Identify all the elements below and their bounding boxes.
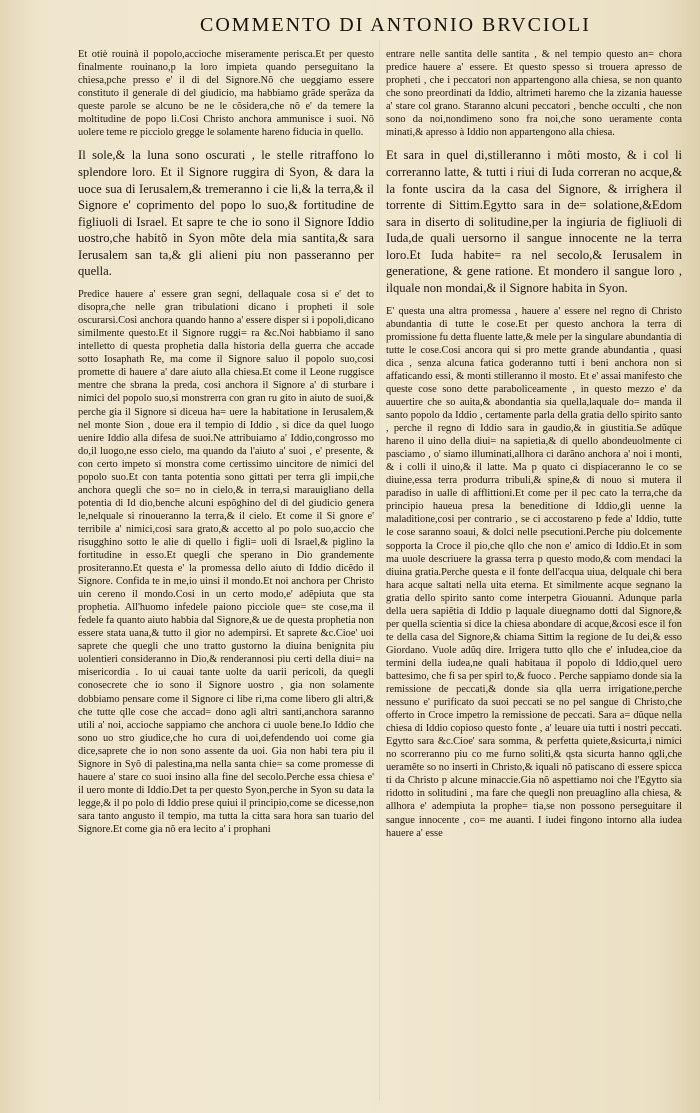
commentary-paragraph: entrare nelle santita delle santita , & nel tempio questo an= chora predice hauere a' essere. Et questo spesso si trouera apresso de propheti , che i peccatori non appartengono alla chiesa, se non quanto che sono preordinati da Iddio, altrimeti haremo che la zizania hauesse a' stare col grano. Staranno alcuni peccatori , benche occulti , che non sono da noi,nondimeno sono fra noi,che sono ueramente conta minati,& apresso à Iddio non appartengono alla chiesa.	[386, 49, 682, 139]
commentary-paragraph: Predice hauere a' essere gran segni, dellaquale cosa si e' det to disopra,che nelle gran tribulationi dicano i propheti il sole oscurarsi.Cosi anchora quando hanno a' essere disper si i popoli,dicano similmente questo.Et il Signore ruggi= ra &c.Noi habbiamo il sano intelletto di questa prophetia dalla historia della guerra che accade sotto Iosaphath Re, ma come il Signore saluo il popolo suo,cosi promette di hauere a' dare aiuto alla chiesa.Et come il Leone ruggisce mentre che sbrana la preda, cosi anchora il Signore a' di sturbare i nimici del popolo suo,si monstrerra con gran ru gito in aiuto de suoi,& perche gia il Signore si diceua ha= uere la habitatione in Ierusalem,& nel monte Sion , doue era il tempio di Iddio , si dice da quel luogo uenire Iddio alla difesa de suoi.Ne attribuiamo a' Iddio,congrosso mo do,il luogo,ne esso cielo, ma quando da l'aiuto a' suoi , e' presente, & con certo impeto si monstra come certissimo uincitore de nimici del popolo suo.Et con tanta potentia sono gittati per terra gli impii,che anchora quegli che so= no in cielo,& in terra,si marauigliano della potentia di Id dio,benche alcuni espõghino del di del giudicio genera le,nelquale si rinoueranno la terra,& il cielo. Et come il Si gnore e' terribile a' nimici,cosi sara grato,& accetto al po polo suo,accio che risugghino sotto le alie di quello i figli= uoli di Israel,& piglino la fortitudine in esso.Et quegli che sperano in Dio grandemente prositeranno.Et questa e' la promessa dello aiuto di Iddio dicẽdo il Signore. Confida te in me,io uinsi il mondo.Et noi anchora per Christo uin cereno il mondo.Cosi in un certo modo,e' adẽpiuta que sta prophetia. All'huomo infedele paiono picciole que= ste cose,ma il fedele fa quanto aiuto habbia dal Signore,& ue de questa prophetia non essere stata uana,& tutto il gior no adempirsi. Et saprete &c.Cioe' uoi saprete che quegli che uno tratto gustorno la diuina benignita piu uolentieri consideranno in Dio,& renderannosi piu certi della diui= na misericordia . Io ui cauai tante uolte da uarii pericoli, da quegli conosecrete che io sono il Signore uostro , gia non solamente dobbiamo pensare come il Signore ci libe ri,ma come libero gli altri,& che tutte qlle cose che accad= dono agli altri santi,anchora saranno utili a' noi, accioche sappiamo che anchora ci uuole bene.Io Iddio che sono uo stro giudice,che ho cura di uoi,defendendo uoi come gia dice,saprete che io non sono assente da uoi. Gia non habi tera piu il Signore in Syõ di palestina,ma nella santa chie= sa come promesse di hauere a' stare co suoi insino alla fine del secolo.Perche essa chiesa e' il uero monte di Iddio.Det ta per questo Syon,perche in Syon su data la legge,& il po polo di Iddio prese quiui il principio,come se dicesse,non sara tanto angusto il tempio, ma tutta la citta sara hora san tuario del Signore.Et come gia nõ era lecito a' i prophani	[78, 289, 374, 835]
commentary-paragraph: E' questa una altra promessa , hauere a' essere nel regno di Christo abundantia di tutte le cose.Et per questo anchora la terra di promissione fu detta fluente latte,& mele per la singulare abundantia di tutte le cose.Cosi ancora qui si pro mette grande abundantia , quasi dica , senza alcuna fatica goderanno tutti i beni anchora non si affaticando essi, & monti stilleranno il mosto. Et e' assai manifesto che queste cose sono dette paraboliceamente , in questo mezzo e' da auuertire che so auita,& abondantia sia quella,laquale do= manda il santo popolo da Iddio , certamente parla della gratia dello spirito santo , perche il regno di Iddio sara in gaudio,& in giustitia.Se adũque hareno il uino della diui= na sapietia,& di quello abondeuolmente ci pasciamo , o' siamo illuminati,allhora ci darãno anchora a' noi i monti, & i colli il uino,& il latte. Ma p quato ci dispiaceranno le co se diuine,essa terra produrra tribuli,& spine,& di nouo si mutera il paradiso in ualle di afflittioni.Et come per il pec cato la terra,che da principio haueua presa la beneditione di Iddio,gli uenne la maladitione,cosi per contrario , se ci accostareno p fede a' Iddio, tutte le cose saranno soaui, & dolci nelle psecutioni.Perche piu dolcemente sopporta la Croce il pio,che qllo che non e' amico di Iddio.Et in som ma uuole descriuere la grassa terra p questo modo,& com mendaci la diuina gratia.Perche questa e il fonte dell'acqua uiua, delquale chi bera hara acque saltati nella uita eterna. Et similmente acque segnano la gratia dello spirito santo come interpetra Giouanni. Adunque parla della uera sapiẽtia di Iddio p laquale diuegnamo dotti dal Signore,& per quella scientia si dice la chiesa abondare di acque,&cosi esce il fon te della casa del Signore,& chiama Sittim la regione de Iu dei,& esso Giordano. Vuole adũq dire. Irrigera tutto qllo che e' inIudea,cioe da termini della iudea,ne quali habitaua il popolo di Iddio,quel uero battesimo, che fi sa per spirl to,& fuoco . Perche sappiamo donde sia la remissione de peccati,& donde sia qlla uerra irrigatione,perche nessuno e' purificato da suoi peccati se no pel sangue di Christo,che offerto in Croce impetro la remissione de peccati. Sara a= dũque nella chiesa di Iddio copioso questo fonte , a' leuare uia tutti i nostri peccati. Egytto sara &c.Cioe' sara somma, & perfetta quiete,&sicurta,i nimici no scorreranno piu co me furno soliti,& qsta sicurta hanno qgli,che ueramẽte so no inserti in Christo,& iquali nõ patiscano di essere spicca ti da Christo p alcune minaccie.Gia nõ aspettiamo noi che l'Egytto sia ridotto in solitudini , ma fare che quegli non preuaglino alla chiesa, & allhora e' adempiuta la prophe= tia,se non possono perseguitare il sangue innocente , co= me auanti. I iudei fingono intorno alla iudea hauere a' esse	[386, 305, 682, 839]
scripture-verse: Et sara in quel di,stilleranno i mõti mosto, & i col li correranno latte, & tutti i riui di Iuda correran no acque,& la fonte uscira da la casa del Signore, & irrighera il torrente di Sittim.Egytto sara in de= solatione,&Edom sara in diserto di solitudine,per la ingiuria de figliuoli di Iuda,de quali uersorno il sangue innocente ne la terra loro.Et Iuda habite= ra nel secolo,& Ierusalem in generatione, & gene ratione. Et mondero il sangue loro , ilquale non mondai,& il Signore habita in Syon.	[386, 148, 682, 296]
right-column	[386, 48, 682, 840]
commentary-paragraph: Et otiè rouinà il popolo,accioche miseramente perisca.Et per questo finalmente rouinano,p la loro impieta quando perseguitano la chiesa,pche presso e' il di del Signore.Nõ che ueggiamo essere constituto il generale di del giudicio, ma habbiamo grãde sperãza da queste parole se alcuno be ne le cõsidera,che nõ e' da temere la moltitudine de popo li.Cosi Christo anchora ammunisce i suoi. Nõ uolere teme re picciolo gregge le solamente hareno fiducia in quello.	[78, 49, 374, 139]
column-gutter	[379, 40, 380, 1100]
running-header: COMMENTO DI ANTONIO BRVCIOLI	[200, 14, 591, 36]
scripture-verse: Il sole,& la luna sono oscurati , le stelle ritraffono lo splendore loro. Et il Signore ruggira di Syon, & dara la uoce sua di Ierusalem,& tremeranno i cie li,& la terra,& il Signore e' coprimento del popo lo suo,& fortitudine de figliuoli di Israel. Et sapre te che io sono il Signore Iddio uostro,che habitõ in Syon mõte dela mia santita,& sara Ierusalem san ta,& gli alieni piu non passeranno per quella.	[78, 148, 374, 279]
left-column	[78, 48, 374, 836]
